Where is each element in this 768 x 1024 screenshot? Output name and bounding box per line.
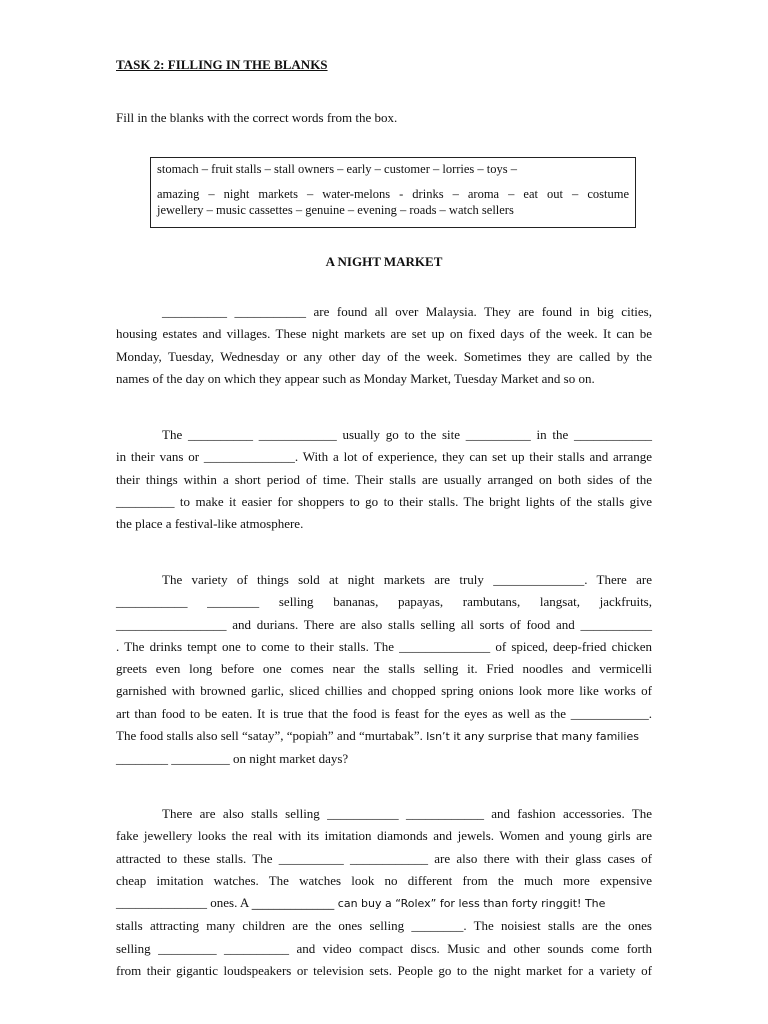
- text-line: in their vans or ______________. With a lot of experience, they can set up their stalls and arrange: [116, 449, 652, 465]
- paragraph-2: [116, 424, 652, 535]
- text-line: __________ ___________ are found all over Malaysia. They are found in big cities,: [162, 304, 652, 319]
- text-line: selling _________ __________ and video compact discs. Music and other sounds come forth: [116, 940, 652, 956]
- text-line: from their gigantic loudspeakers or television sets. People go to the night market for a variety of: [116, 963, 652, 979]
- text-line: attracted to these stalls. The __________ ____________ are also there with their glass cases of: [116, 850, 652, 866]
- story-title: A NIGHT MARKET: [325, 254, 443, 269]
- text-line: ___________ ________ selling bananas, papayas, rambutans, langsat, jackfruits,: [116, 594, 652, 610]
- paragraph-4: [116, 803, 652, 982]
- paragraph-3: [116, 569, 652, 771]
- text-line: art than food to be eaten. It is true that the food is feast for the eyes as well as the ____________.: [116, 705, 652, 721]
- task-title: TASK 2: FILLING IN THE BLANKS: [116, 57, 328, 72]
- text-line: There are also stalls selling ___________ ____________ and fashion accessories. The: [162, 806, 652, 821]
- text-line: cheap imitation watches. The watches look no different from the much more expensive: [116, 872, 652, 888]
- text-line: stalls attracting many children are the ones selling ________. The noisiest stalls are the ones: [116, 918, 652, 934]
- word-box: [150, 157, 636, 228]
- text-line: ________ _________ on night market days?: [116, 751, 349, 767]
- text-line: greets even long before one comes near the stalls selling it. Fried noodles and vermicelli: [116, 661, 652, 677]
- text-line: [116, 725, 652, 748]
- text-segment: _______________ can buy a “Rolex” for less than forty ringgit! The: [251, 897, 606, 911]
- text-line: fake jewellery looks the real with its imitation diamonds and jewels. Women and young girls are: [116, 828, 652, 844]
- text-line: The __________ ____________ usually go to the site __________ in the ____________: [162, 427, 652, 442]
- instruction: Fill in the blanks with the correct words from the box.: [116, 110, 398, 125]
- text-line: The variety of things sold at night markets are truly ______________. There are: [162, 572, 652, 587]
- text-line: the place a festival-like atmosphere.: [116, 516, 304, 532]
- text-segment: Isn’t it any surprise that many families: [426, 730, 639, 744]
- text-line: housing estates and villages. These night markets are set up on fixed days of the week. It can be: [116, 326, 652, 342]
- text-line: . The drinks tempt one to come to their stalls. The ______________ of spiced, deep-fried chicken: [116, 638, 652, 654]
- text-line: their things within a short period of time. Their stalls are usually arranged on both sides of the: [116, 471, 652, 487]
- text-line: Monday, Tuesday, Wednesday or any other day of the week. Sometimes they are called by the: [116, 348, 652, 364]
- word-box-line-1: stomach – fruit stalls – stall owners – early – customer – lorries – toys –: [157, 162, 518, 176]
- paragraph-1: [116, 301, 652, 390]
- text-line: garnished with browned garlic, sliced chillies and chopped spring onions look more like works of: [116, 683, 652, 699]
- word-box-line-3: jewellery – music cassettes – genuine – evening – roads – watch sellers: [157, 203, 514, 217]
- text-line: [116, 892, 652, 915]
- text-segment: ______________ ones. A: [116, 895, 252, 911]
- text-line: _________________ and durians. There are also stalls selling all sorts of food and ___________: [116, 616, 652, 632]
- text-line: names of the day on which they appear such as Monday Market, Tuesday Market and so on.: [116, 370, 595, 386]
- text-line: _________ to make it easier for shoppers to go to their stalls. The bright lights of the stalls give: [116, 493, 652, 509]
- text-segment: The food stalls also sell “satay”, “popiah” and “murtabak”.: [116, 728, 427, 744]
- word-box-line-2: amazing – night markets – water-melons - drinks – aroma – eat out – costume: [157, 187, 629, 201]
